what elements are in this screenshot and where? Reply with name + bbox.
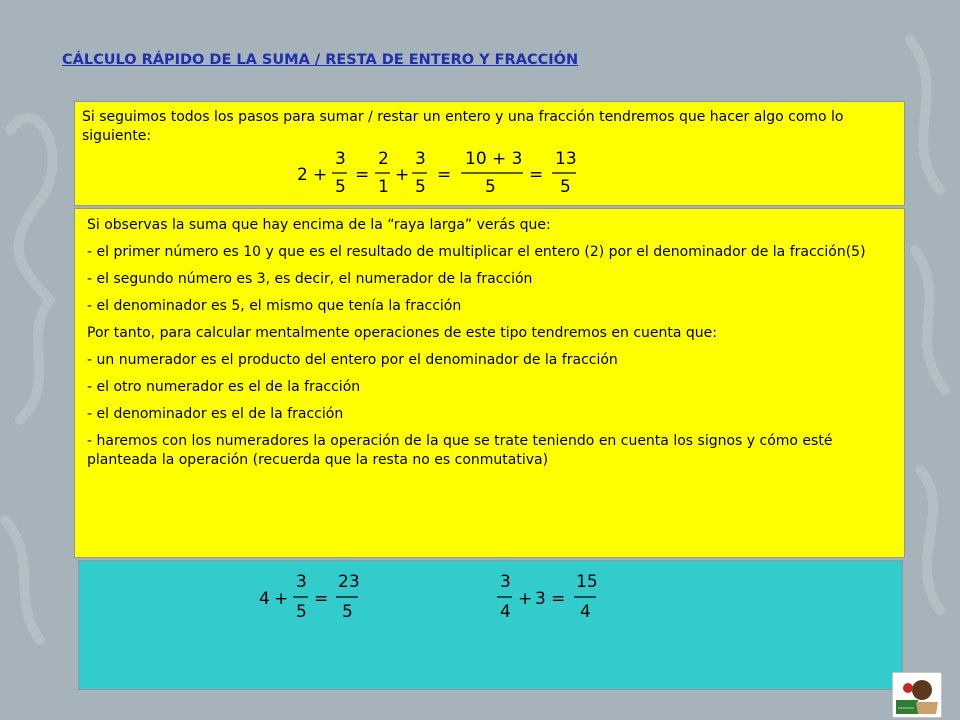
eq1-whole: 2 (297, 165, 308, 185)
example-1 (257, 567, 367, 627)
eq1-equals-1: = (355, 165, 370, 185)
ex2-equals: = (551, 589, 566, 609)
explanation-line: - el denominador es 5, el mismo que tenía la fracción (87, 298, 462, 314)
eq1-plus: + (313, 165, 328, 185)
ex2-frac-num: 3 (500, 572, 511, 592)
intro-box (74, 101, 905, 206)
eq1-frac-num: 3 (335, 149, 346, 169)
ex2-whole: 3 (535, 589, 546, 609)
explanation-line: Si observas la suma que hay encima de la “raya larga” verás que: (87, 217, 551, 233)
ex2-result-den: 4 (580, 602, 591, 622)
ex2-plus: + (518, 589, 533, 609)
ex2-result-num: 15 (576, 572, 598, 592)
equation-worked (285, 146, 605, 202)
example-2 (495, 567, 605, 627)
eq1-sum-den: 5 (485, 177, 496, 197)
explanation-line: - el segundo número es 3, es decir, el numerador de la fracción (87, 271, 533, 287)
ex1-result-den: 5 (342, 602, 353, 622)
eq1-whole-num: 2 (378, 149, 389, 169)
eq1-frac-den: 5 (335, 177, 346, 197)
ex1-frac-num: 3 (296, 572, 307, 592)
explanation-line: - el primer número es 10 y que es el resultado de multiplicar el entero (2) por el denominador de la fracción(5) (87, 244, 866, 260)
ex2-frac-den: 4 (500, 602, 511, 622)
ex1-result-num: 23 (338, 572, 360, 592)
explanation-line: - el denominador es el de la fracción (87, 406, 344, 422)
eq1-equals-3: = (529, 165, 544, 185)
ex1-equals: = (314, 589, 329, 609)
explanation-line: Por tanto, para calcular mentalmente operaciones de este tipo tendremos en cuenta que: (87, 325, 717, 341)
explanation-box (74, 208, 905, 558)
eq1-sum-num: 10 + 3 (465, 149, 523, 169)
eq1-result-num: 13 (555, 149, 577, 169)
eq1-plus-2: + (395, 165, 410, 185)
corner-logo-icon[interactable] (892, 672, 942, 718)
eq1-frac-num-2: 3 (415, 149, 426, 169)
ex1-plus: + (274, 589, 289, 609)
examples-box (78, 560, 903, 690)
explanation-line: - un numerador es el producto del entero por el denominador de la fracción (87, 352, 618, 368)
eq1-whole-den: 1 (378, 177, 389, 197)
eq1-frac-den-2: 5 (415, 177, 426, 197)
eq1-equals-2: = (437, 165, 452, 185)
ex1-frac-den: 5 (296, 602, 307, 622)
ex1-whole: 4 (259, 589, 270, 609)
eq1-result-den: 5 (560, 177, 571, 197)
page-title: CÁLCULO RÁPIDO DE LA SUMA / RESTA DE ENTERO Y FRACCIÓN (62, 52, 579, 68)
explanation-line: - haremos con los numeradores la operación de la que se trate teniendo en cuenta los signos y cómo esté planteada la operación (recuerda que la resta no es conmutativa) (87, 433, 833, 468)
intro-text: Si seguimos todos los pasos para sumar / restar un entero y una fracción tendremos que hacer algo como lo siguiente: (82, 109, 844, 144)
explanation-line: - el otro numerador es el de la fracción (87, 379, 361, 395)
